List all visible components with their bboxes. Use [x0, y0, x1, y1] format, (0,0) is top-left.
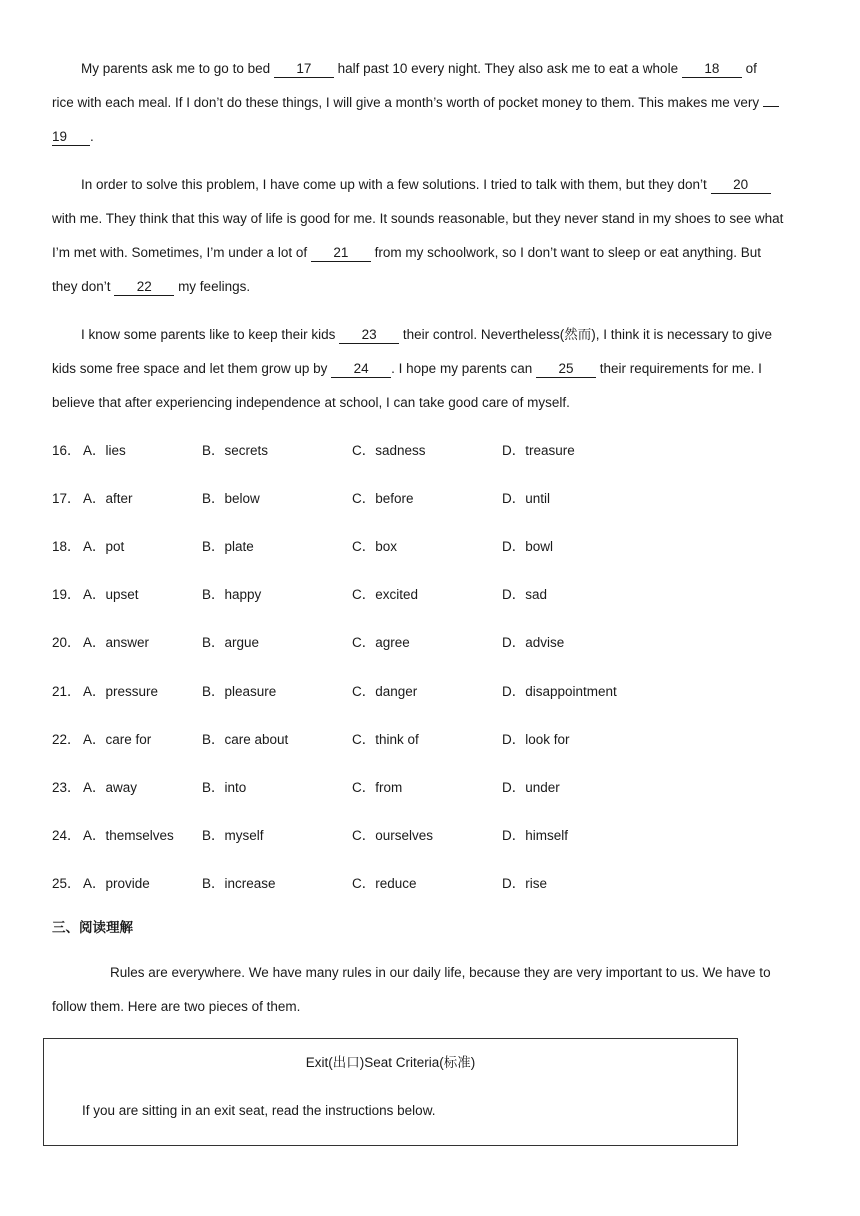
option-b[interactable]: B．plate — [202, 539, 254, 554]
text: kids some free space and let them grow up by — [52, 361, 332, 376]
question-number: 20． — [52, 635, 81, 650]
question-number: 17． — [52, 491, 81, 506]
text: follow them. Here are two pieces of them. — [52, 999, 301, 1014]
section-intro-line2 — [52, 997, 820, 1017]
passage-p1-line3 — [52, 127, 820, 147]
option-c[interactable]: C．reduce — [352, 876, 417, 891]
option-d[interactable]: D．disappointment — [502, 684, 617, 699]
option-d[interactable]: D．rise — [502, 876, 548, 891]
text: their control. Nevertheless(然而), I think it is necessary to give — [402, 327, 773, 342]
option-c[interactable]: C．from — [352, 780, 403, 795]
passage-p1-line1 — [81, 59, 820, 79]
option-c[interactable]: C．box — [352, 539, 398, 554]
option-c[interactable]: C．ourselves — [352, 828, 434, 843]
text: My parents ask me to go to bed — [81, 61, 274, 76]
passage-p3-line3 — [52, 393, 820, 413]
option-a[interactable]: A．upset — [83, 587, 139, 602]
option-d[interactable]: D．under — [502, 780, 560, 795]
option-a[interactable]: A．provide — [83, 876, 150, 891]
text: . I hope my parents can — [391, 361, 536, 376]
option-a[interactable]: A．pressure — [83, 684, 159, 699]
option-d[interactable]: D．until — [502, 491, 551, 506]
text: their requirements for me. I — [599, 361, 762, 376]
option-d[interactable]: D．treasure — [502, 443, 575, 458]
option-a[interactable]: A．pot — [83, 539, 125, 554]
passage-p3-line1 — [81, 325, 820, 345]
blank-18[interactable]: 18 — [682, 61, 742, 78]
blank-19-start — [763, 106, 779, 107]
option-c[interactable]: C．excited — [352, 587, 419, 602]
blank-25[interactable]: 25 — [536, 361, 596, 378]
option-b[interactable]: B．happy — [202, 587, 262, 602]
passage-p3-line2 — [52, 359, 820, 379]
option-a[interactable]: A．themselves — [83, 828, 174, 843]
text: Rules are everywhere. We have many rules in our daily life, because they are very important to us. We have to — [110, 965, 771, 980]
option-a[interactable]: A．answer — [83, 635, 150, 650]
option-d[interactable]: D．look for — [502, 732, 570, 747]
text: of — [745, 61, 757, 76]
question-number: 22． — [52, 732, 81, 747]
text: they don’t — [52, 279, 115, 294]
option-c[interactable]: C．think of — [352, 732, 419, 747]
passage-p2-line2 — [52, 209, 820, 229]
option-a[interactable]: A．care for — [83, 732, 152, 747]
option-b[interactable]: B．secrets — [202, 443, 269, 458]
text: rice with each meal. If I don’t do these things, I will give a month’s worth of pocket money to them. This makes me very — [52, 95, 763, 110]
passage-p2-line3 — [52, 243, 820, 263]
text: half past 10 every night. They also ask me to eat a whole — [337, 61, 682, 76]
option-d[interactable]: D．sad — [502, 587, 548, 602]
blank-17[interactable]: 17 — [274, 61, 334, 78]
passage-p1-line2 — [52, 93, 820, 113]
question-number: 21． — [52, 684, 81, 699]
option-d[interactable]: D．advise — [502, 635, 565, 650]
option-c[interactable]: C．danger — [352, 684, 418, 699]
text: . — [90, 129, 94, 144]
option-a[interactable]: A．lies — [83, 443, 126, 458]
option-b[interactable]: B．argue — [202, 635, 260, 650]
passage-p2-line1 — [81, 175, 820, 195]
option-c[interactable]: C．sadness — [352, 443, 426, 458]
text: from my schoolwork, so I don’t want to sleep or eat anything. But — [374, 245, 762, 260]
question-number: 18． — [52, 539, 81, 554]
option-c[interactable]: C．before — [352, 491, 414, 506]
blank-23[interactable]: 23 — [339, 327, 399, 344]
option-d[interactable]: D．himself — [502, 828, 569, 843]
box-title: Exit(出口)Seat Criteria(标准) — [305, 1055, 476, 1070]
text: believe that after experiencing independence at school, I can take good care of myself. — [52, 395, 570, 410]
question-number: 25． — [52, 876, 81, 891]
option-b[interactable]: B．increase — [202, 876, 276, 891]
blank-19[interactable]: 19 — [52, 129, 90, 146]
blank-24[interactable]: 24 — [331, 361, 391, 378]
option-b[interactable]: B．pleasure — [202, 684, 277, 699]
option-a[interactable]: A．away — [83, 780, 138, 795]
option-b[interactable]: B．myself — [202, 828, 264, 843]
text: my feelings. — [178, 279, 251, 294]
blank-20[interactable]: 20 — [711, 177, 771, 194]
text: I’m met with. Sometimes, I’m under a lot of — [52, 245, 311, 260]
section-heading: 三、阅读理解 — [52, 920, 133, 936]
text: I know some parents like to keep their kids — [81, 327, 340, 342]
option-b[interactable]: B．care about — [202, 732, 289, 747]
box-text: If you are sitting in an exit seat, read the instructions below. — [82, 1103, 436, 1118]
blank-21[interactable]: 21 — [311, 245, 371, 262]
option-c[interactable]: C．agree — [352, 635, 410, 650]
passage-p2-line4 — [52, 277, 820, 297]
question-number: 24． — [52, 828, 81, 843]
text: In order to solve this problem, I have come up with a few solutions. I tried to talk with them, but they don’t — [81, 177, 711, 192]
question-number: 19． — [52, 587, 81, 602]
rules-box — [43, 1038, 738, 1146]
section-intro-line1 — [110, 963, 820, 983]
option-d[interactable]: D．bowl — [502, 539, 554, 554]
option-a[interactable]: A．after — [83, 491, 133, 506]
text: with me. They think that this way of life is good for me. It sounds reasonable, but they never stand in my shoes to see what — [52, 211, 784, 226]
option-b[interactable]: B．into — [202, 780, 247, 795]
option-b[interactable]: B．below — [202, 491, 260, 506]
blank-22[interactable]: 22 — [114, 279, 174, 296]
question-number: 23． — [52, 780, 81, 795]
question-number: 16． — [52, 443, 81, 458]
